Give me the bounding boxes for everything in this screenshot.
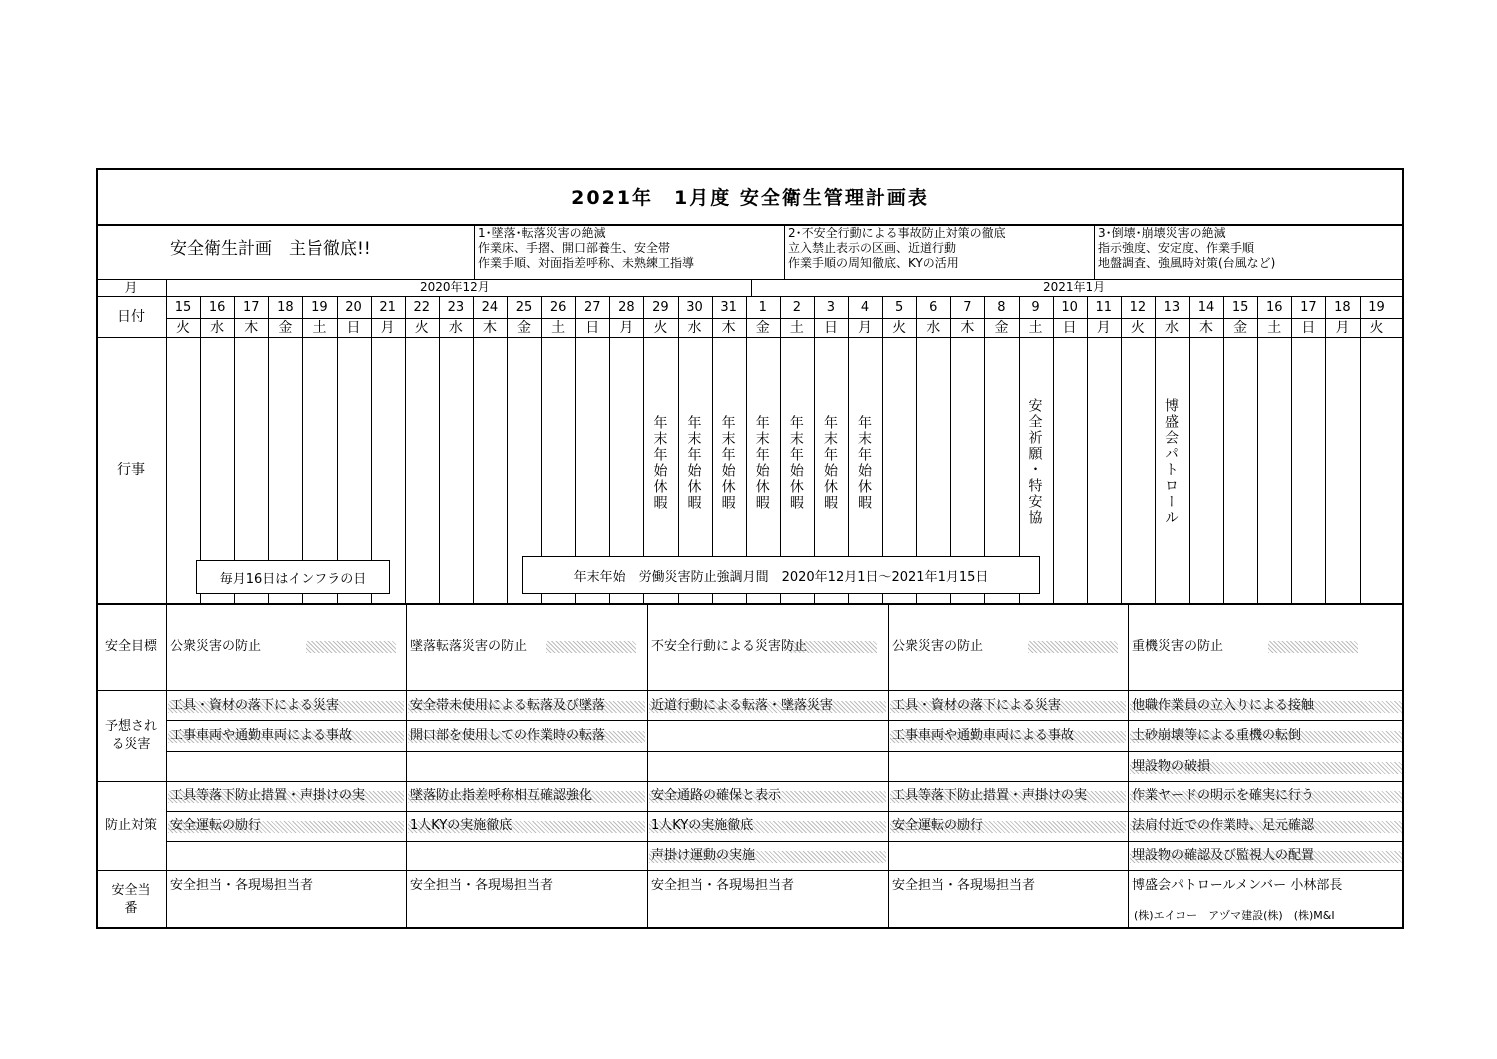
day-number: 24 [481,300,499,315]
duty-person: 安全担当・各現場担当者 [170,878,314,893]
weekday: 日 [823,320,838,336]
objective-heading: 3･倒壊･崩壊災害の絶滅 [1098,226,1226,240]
countermeasure: 作業ヤードの明示を確実に行う [1132,788,1315,803]
countermeasure: 安全運転の励行 [170,818,262,833]
day-number: 23 [447,300,465,315]
weekday: 月 [858,320,873,336]
hazard: 近道行動による転落・墜落災害 [651,698,834,713]
hazard: 工事車両や通勤車両による事故 [170,728,353,743]
weekday: 月 [619,320,634,336]
day-number: 11 [1095,300,1112,315]
hazard: 埋設物の破損 [1132,759,1211,774]
event-label: 年末年始休暇 [821,415,838,511]
event-label: 博盛会パトロール [1162,398,1179,526]
month-row-divider [96,296,1404,297]
day-number: 19 [1368,300,1385,315]
hazard: 他職作業員の立入りによる接触 [1132,698,1315,713]
weekday: 金 [994,320,1009,336]
day-number: 16 [208,300,226,315]
weekday: 火 [892,320,907,336]
label-column-separator [166,279,167,929]
event-label: 年末年始休暇 [651,415,668,511]
countermeasure: 墜落防止指差呼称相互確認強化 [410,788,593,803]
day-column-line [1121,296,1122,603]
measures-divider [96,870,1404,871]
objective-line: 立入禁止表示の区画、近道行動 [788,241,957,255]
day-number: 25 [515,300,533,315]
weekday: 日 [1062,320,1077,336]
objective-heading: 2･不安全行動による事故防止対策の徹底 [788,226,1006,240]
weekday: 土 [551,320,566,336]
goals-divider [96,690,1404,691]
day-column-line [1155,296,1156,603]
day-column-line [405,296,406,603]
day-number: 3 [826,300,836,315]
weekday: 日 [346,320,361,336]
day-number: 9 [1031,300,1040,315]
objective-line: 指示強度、安定度、作業手順 [1098,241,1255,255]
duty-person: 安全担当・各現場担当者 [410,878,554,893]
objective-1 [478,226,778,271]
day-number: 26 [549,300,567,315]
day-column-line [439,296,440,603]
objective-line: 作業床、手摺、開口部養生、安全帯 [478,241,671,255]
countermeasures-label: 防止対策 [104,818,157,834]
month-row-label: 月 [124,280,138,296]
shaded-fill [1268,641,1358,653]
event-label: 年末年始休暇 [685,415,702,511]
day-column-line [1053,296,1054,603]
countermeasure: 埋設物の確認及び監視人の配置 [1132,848,1315,863]
day-number: 4 [860,300,870,315]
weekday: 水 [448,320,463,336]
day-column-line [1325,296,1326,603]
day-number: 31 [720,300,737,315]
campaign-note: 年末年始 労働災害防止強調月間 2020年12月1日～2021年1月15日 [522,556,1040,594]
hazard-row-1-divider [166,720,1404,721]
weekday: 金 [1233,320,1248,336]
page-title: 2021年 1月度 安全衛生管理計画表 [571,186,929,209]
slogan: 安全衛生計画 主旨徹底!! [170,239,371,259]
countermeasure: 安全運転の励行 [892,818,984,833]
day-number: 7 [963,300,972,315]
day-number: 18 [277,300,294,315]
weekday: 火 [1369,320,1384,336]
day-number: 12 [1129,300,1147,315]
day-number: 1 [758,300,767,315]
day-column-line [234,296,235,603]
infra-day-note: 毎月16日はインフラの日 [196,560,390,594]
weekday: 木 [1199,320,1214,336]
weekday: 土 [1267,320,1282,336]
weekday: 木 [960,320,975,336]
countermeasure: 1人KYの実施徹底 [651,818,754,833]
day-number: 15 [174,300,192,315]
countermeasure: 工具等落下防止措置・声掛けの実 [892,788,1088,803]
day-number: 17 [242,300,260,315]
hazard: 工事車両や通勤車両による事故 [892,728,1075,743]
weekday: 金 [278,320,293,336]
weekday: 土 [789,320,804,336]
header-divider [96,337,1404,338]
objectives-divider [96,279,1404,280]
period-column-line [888,603,889,929]
duty-person: 安全担当・各現場担当者 [892,878,1036,893]
countermeasure: 安全通路の確保と表示 [651,788,782,803]
day-number: 20 [345,300,362,315]
safety-goals-label: 安全目標 [104,639,157,655]
weekday: 日 [1301,320,1316,336]
weekday: 火 [414,320,429,336]
day-number: 21 [379,300,396,315]
day-number-divider [166,318,1404,319]
day-number: 2 [792,300,801,315]
weekday: 金 [517,320,532,336]
shaded-fill [1028,641,1118,653]
measure-row-2-divider [166,841,1404,842]
period-column-line [647,603,648,929]
day-number: 10 [1061,300,1078,315]
day-number: 8 [997,300,1006,315]
month-2020: 2020年12月 [420,280,490,294]
day-column-line [1189,296,1190,603]
events-divider [96,603,1404,605]
weekday: 火 [176,320,191,336]
day-column-line [1291,296,1292,603]
weekday: 木 [721,320,736,336]
shaded-fill [546,641,636,653]
day-column-line [1360,296,1361,603]
hazards-divider [96,781,1404,782]
day-column-line [371,296,372,603]
objective-2 [788,226,1088,271]
safety-goal: 墜落転落災害の防止 [410,639,528,654]
date-row-label: 日付 [117,309,145,325]
hazard: 土砂崩壊等による重機の転倒 [1132,728,1302,743]
objective-heading: 1･墜落･転落災害の絶滅 [478,226,606,240]
period-column-line [406,603,407,929]
period-column-line [1128,603,1129,929]
day-number: 30 [686,300,703,315]
events-label: 行事 [117,462,145,478]
objective-separator [1094,224,1095,279]
day-number: 27 [583,300,601,315]
weekday: 火 [653,320,668,336]
day-column-line [473,296,474,603]
duty-person: 安全担当・各現場担当者 [651,878,795,893]
objective-separator [474,224,475,279]
month-2021: 2021年1月 [1043,280,1106,294]
day-number: 29 [652,300,669,315]
weekday: 月 [380,320,395,336]
weekday: 日 [585,320,600,336]
day-number: 5 [895,300,904,315]
safety-goal: 公衆災害の防止 [892,639,984,654]
day-number: 22 [413,300,430,315]
objective-line: 地盤調査、強風時対策(台風など) [1098,256,1276,270]
day-number: 14 [1197,300,1215,315]
objective-separator [784,224,785,279]
objective-3 [1098,226,1398,271]
title-divider [96,224,1404,226]
hazards-label: 予想される災害 [104,719,157,752]
day-number: 28 [618,300,635,315]
day-number: 17 [1300,300,1317,315]
weekday: 木 [482,320,497,336]
day-column-line [1087,296,1088,603]
event-label: 安全祈願・特安協 [1026,398,1043,526]
event-label: 年末年始休暇 [753,415,770,511]
weekday: 水 [1164,320,1179,336]
day-number: 16 [1265,300,1283,315]
day-column-line [268,296,269,603]
weekday: 月 [1335,320,1350,336]
weekday: 木 [244,320,259,336]
hazard: 工具・資材の落下による災害 [170,698,340,713]
safety-goal: 重機災害の防止 [1132,639,1224,654]
event-label: 年末年始休暇 [856,415,873,511]
countermeasure: 1人KYの実施徹底 [410,818,513,833]
table-frame [96,168,1404,929]
day-column-line [302,296,303,603]
day-column-line [507,296,508,603]
objective-line: 作業手順、対面指差呼称、未熟練工指導 [478,256,695,270]
day-number: 15 [1231,300,1249,315]
event-label: 年末年始休暇 [719,415,736,511]
countermeasure: 法肩付近での作業時、足元確認 [1132,818,1315,833]
shaded-fill [306,641,396,653]
day-column-line [1257,296,1258,603]
duty-person: 博盛会パトロールメンバー 小林部長 [1132,878,1343,893]
weekday: 水 [926,320,941,336]
weekday: 土 [1028,320,1043,336]
hazard: 工具・資材の落下による災害 [892,698,1062,713]
day-number: 6 [929,300,938,315]
day-column-line [337,296,338,603]
weekday: 水 [210,320,225,336]
weekday: 月 [1096,320,1111,336]
month-separator [751,279,752,296]
day-number: 13 [1163,300,1181,315]
weekday: 土 [312,320,327,336]
event-label: 年末年始休暇 [787,415,804,511]
day-column-line [1223,296,1224,603]
duty-label: 安全当番 [111,883,151,916]
measure-row-1-divider [166,811,1404,812]
weekday: 金 [755,320,770,336]
hazard: 開口部を使用しての作業時の転落 [410,728,606,743]
day-number: 18 [1334,300,1351,315]
duty-companies: (株)エイコー アヅマ建設(株) (株)M&I [1134,909,1335,922]
countermeasure: 声掛け運動の実施 [651,848,756,863]
weekday: 火 [1130,320,1145,336]
day-number: 19 [311,300,328,315]
safety-goal: 不安全行動による災害防止 [651,639,808,654]
weekday: 水 [687,320,702,336]
objective-line: 作業手順の周知徹底、KYの活用 [788,256,959,270]
day-column-line [200,296,201,603]
countermeasure: 工具等落下防止措置・声掛けの実 [170,788,366,803]
hazard-row-2-divider [166,751,1404,752]
hazard: 安全帯未使用による転落及び墜落 [410,698,606,713]
safety-goal: 公衆災害の防止 [170,639,262,654]
